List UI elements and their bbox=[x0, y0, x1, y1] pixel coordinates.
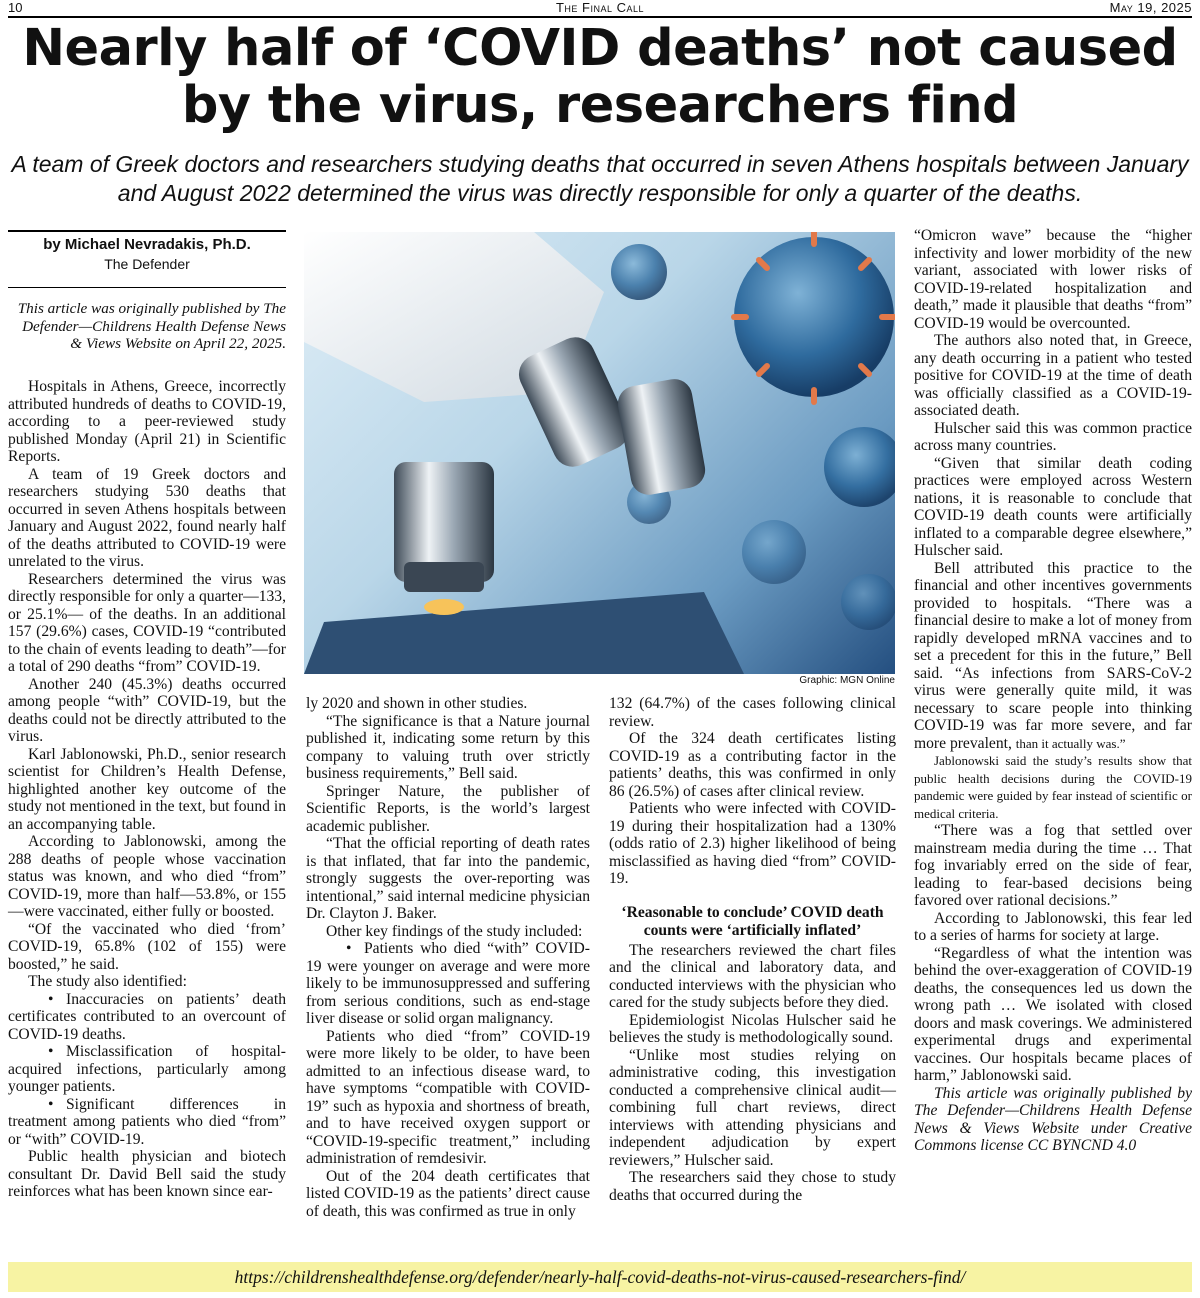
column-3 bbox=[609, 695, 896, 1204]
paragraph-small: Jablonowski said the study’s results show that public health decisions during the COVID-19 pandemic were guided by fear instead of scientific or medical criteria. bbox=[914, 753, 1192, 821]
bullet-text: Misclassification of hospital-acquired infections, particularly among younger patients. bbox=[8, 1043, 286, 1095]
subheading: ‘Reasonable to conclude’ COVID death counts were ‘artificially inflated’ bbox=[621, 903, 884, 939]
bullet-icon: • bbox=[346, 940, 352, 957]
byline-box bbox=[8, 230, 286, 288]
virus-icon bbox=[734, 232, 894, 402]
bullet-text: Significant differences in treatment among patients who died “from” or “with” COVID-19. bbox=[8, 1095, 286, 1148]
photo-credit: Graphic: MGN Online bbox=[799, 675, 895, 686]
origin-footnote: This article was originally published by The Defender—Childrens Health Defense News & Views Website under Creative Commons license CC BYNCND 4.0 bbox=[914, 1084, 1192, 1154]
paragraph: Patients who died “from” COVID-19 were more likely to be older, to have been admitted to an infectious disease ward, to have symptoms “compatible with COVID-19” such as hypoxia and shortness of breath, and to have received oxygen support or “COVID-19-specific treatment,” including administration of remdesivir. bbox=[306, 1027, 590, 1167]
paragraph: “Omicron wave” because the “higher infectivity and lower morbidity of the new variant, associated with lower risks of COVID-19-related hospitalization and death,” made it plausible that deaths “from” COVID-19 would be overcounted. bbox=[914, 227, 1192, 332]
paragraph: The authors also noted that, in Greece, any death occurring in a patient who tested positive for COVID-19 at the time of death was officially classified as a COVID-19-associated death. bbox=[914, 332, 1192, 419]
bullet-text: Patients who died “with” COVID-19 were younger on average and were more likely to be immunosuppressed and suffering from serious conditions, such as end-stage liver disease or solid organ malignancy. bbox=[306, 940, 590, 1027]
bullet-text: Inaccuracies on patients’ death certificates contributed to an overcount of COVID-19 deaths. bbox=[8, 990, 286, 1043]
paragraph: The researchers reviewed the chart files and the clinical and laboratory data, and conducted interviews with the physician who cared for the study subjects before they died. bbox=[609, 941, 896, 1011]
page-number: 10 bbox=[8, 0, 23, 15]
source-url[interactable]: https://childrenshealthdefense.org/defender/nearly-half-covid-deaths-not-virus-caused-researchers-find/ bbox=[8, 1262, 1192, 1292]
bullet-icon: • bbox=[48, 1095, 54, 1113]
paragraph: Hospitals in Athens, Greece, incorrectly attributed hundreds of deaths to COVID-19, according to a peer-reviewed study published Monday (April 21) in Scientific Reports. bbox=[8, 378, 286, 465]
headline: Nearly half of ‘COVID deaths’ not caused by the virus, researchers find bbox=[22, 19, 1178, 135]
paragraph: ly 2020 and shown in other studies. bbox=[306, 695, 528, 712]
microscope-virus-photo bbox=[304, 232, 895, 674]
photo-illustration bbox=[304, 232, 895, 674]
bullet-item bbox=[306, 940, 590, 1028]
author-org: The Defender bbox=[104, 256, 190, 272]
paragraph: Researchers determined the virus was directly responsible for only a quarter—133, or 25.1%— of the deaths. In an additional 157 (29.6%) cases, COVID-19 “contributed to the chain of events leading to death”—for a total of 290 deaths “from” COVID-19. bbox=[8, 570, 287, 675]
author-name: by Michael Nevradakis, Ph.D. bbox=[43, 236, 251, 253]
paragraph: Epidemiologist Nicolas Hulscher said he believes the study is methodologically sound. bbox=[609, 1011, 896, 1046]
paragraph: Springer Nature, the publisher of Scientific Reports, is the world’s largest academic publisher. bbox=[306, 782, 590, 835]
paragraph: According to Jablonowski, this fear led to a series of harms for society at large. bbox=[914, 909, 1192, 944]
paragraph: The researchers said they chose to study deaths that occurred during the bbox=[609, 1169, 896, 1204]
paragraph-text-small: than it actually was.” bbox=[1015, 735, 1126, 751]
origin-note: This article was originally published by The Defender—Childrens Health Defense News & Views Website on April 22, 2025. bbox=[17, 300, 286, 352]
paragraph: Patients who were infected with COVID-19 during their hospitalization had a 130% (odds ratio of 2.3) higher likelihood of being misclassified as having died “from” COVID-19. bbox=[609, 800, 896, 887]
paragraph: “Of the vaccinated who died ‘from’ COVID-19, 65.8% (102 of 155) were boosted,” he said. bbox=[8, 920, 286, 973]
publication-name: The Final Call bbox=[555, 0, 645, 15]
paragraph: Karl Jablonowski, Ph.D., senior research scientist for Children’s Health Defense, highlighted another key outcome of the study not mentioned in the text, but found in an accompanying table. bbox=[8, 745, 286, 833]
paragraph: Other key findings of the study included: bbox=[326, 922, 583, 940]
bullet-item bbox=[8, 1096, 286, 1149]
paragraph: “The significance is that a Nature journal published it, indicating some return by this company to valuing truth over strictly business requirements,” Bell said. bbox=[306, 712, 590, 782]
dek: A team of Greek doctors and researchers studying deaths that occurred in seven Athens hospitals between January and August 2022 determined the virus was directly responsible for only a quarter of the deaths. bbox=[11, 151, 1189, 206]
bullet-item bbox=[8, 991, 286, 1044]
paragraph-text: Bell attributed this practice to the financial and other incentives governments provided to hospitals. “There was a financial desire to make a lot of money from rapidly developed mRNA vaccines and to set a precedent for this in the future,” Bell said. “As infections from SARS-CoV-2 virus were generally quite mild, it was necessary to scare people into thinking COVID-19 was far more severe, and far more prevalent, bbox=[914, 559, 1192, 752]
header-rule bbox=[8, 16, 1192, 18]
bullet-icon: • bbox=[48, 990, 54, 1008]
paragraph: Public health physician and biotech consultant Dr. David Bell said the study reinforces what has been known since ear- bbox=[8, 1148, 286, 1200]
paragraph: 132 (64.7%) of the cases following clinical review. bbox=[609, 695, 896, 730]
paragraph: Another 240 (45.3%) deaths occurred among people “with” COVID-19, but the deaths could not be directly attributed to the virus. bbox=[8, 675, 286, 745]
paragraph: Of the 324 death certificates listing COVID-19 as a contributing factor in the patients’ deaths, this was confirmed in only 86 (26.5%) of cases after clinical review. bbox=[609, 730, 896, 800]
paragraph: Out of the 204 death certificates that listed COVID-19 as the patients’ direct cause of death, this was confirmed as true in only bbox=[306, 1167, 590, 1220]
running-header bbox=[8, 0, 1192, 16]
column-4 bbox=[914, 227, 1192, 1155]
paragraph: “Regardless of what the intention was behind the over-exaggeration of COVID-19 deaths, the consequences led us down the wrong path … We isolated with closed doors and mask coverings. We administered experimental drugs and experimental vaccines. Our hospitals became places of harm,” Jablonowski said. bbox=[914, 944, 1192, 1084]
bullet-icon: • bbox=[48, 1043, 54, 1060]
column-2 bbox=[306, 695, 590, 1220]
paragraph: “Unlike most studies relying on administrative coding, this investigation conducted a comprehensive clinical audit—combining full chart reviews, direct interviews with attending physicians and independent adjudication by expert reviewers,” Hulscher said. bbox=[609, 1046, 896, 1169]
issue-date: May 19, 2025 bbox=[1109, 0, 1192, 15]
paragraph: The study also identified: bbox=[28, 973, 187, 990]
paragraph: A team of 19 Greek doctors and researchers studying 530 deaths that occurred in seven Athens hospitals between January and August 2022, found nearly half of the deaths attributed to COVID-19 were unrelated to the virus. bbox=[8, 465, 286, 570]
column-1 bbox=[8, 378, 286, 1201]
microscope-icon bbox=[304, 232, 744, 674]
paragraph: “There was a fog that settled over mainstream media during the time … That fog invariably erred on the side of fear, leading to fear-based decisions being favored over rational decisions.” bbox=[914, 822, 1192, 909]
paragraph: Hulscher said this was common practice across many countries. bbox=[914, 419, 1192, 454]
paragraph: “That the official reporting of death rates is that inflated, that far into the pandemic, strongly suggests the over-reporting was intentional,” said internal medicine physician Dr. Clayton J. Baker. bbox=[306, 835, 590, 922]
paragraph bbox=[914, 560, 1192, 753]
paragraph: “Given that similar death coding practices were employed across Western nations, it is reasonable to conclude that COVID-19 death counts were artificially inflated to a comparable degree elsewhere,” Hulscher said. bbox=[914, 454, 1192, 559]
paragraph: According to Jablonowski, among the 288 deaths of people whose vaccination status was known, and who died “from” COVID-19, more than half—53.8%, or 155—were vaccinated, either fully or boosted. bbox=[8, 833, 286, 920]
bullet-item bbox=[8, 1043, 286, 1096]
